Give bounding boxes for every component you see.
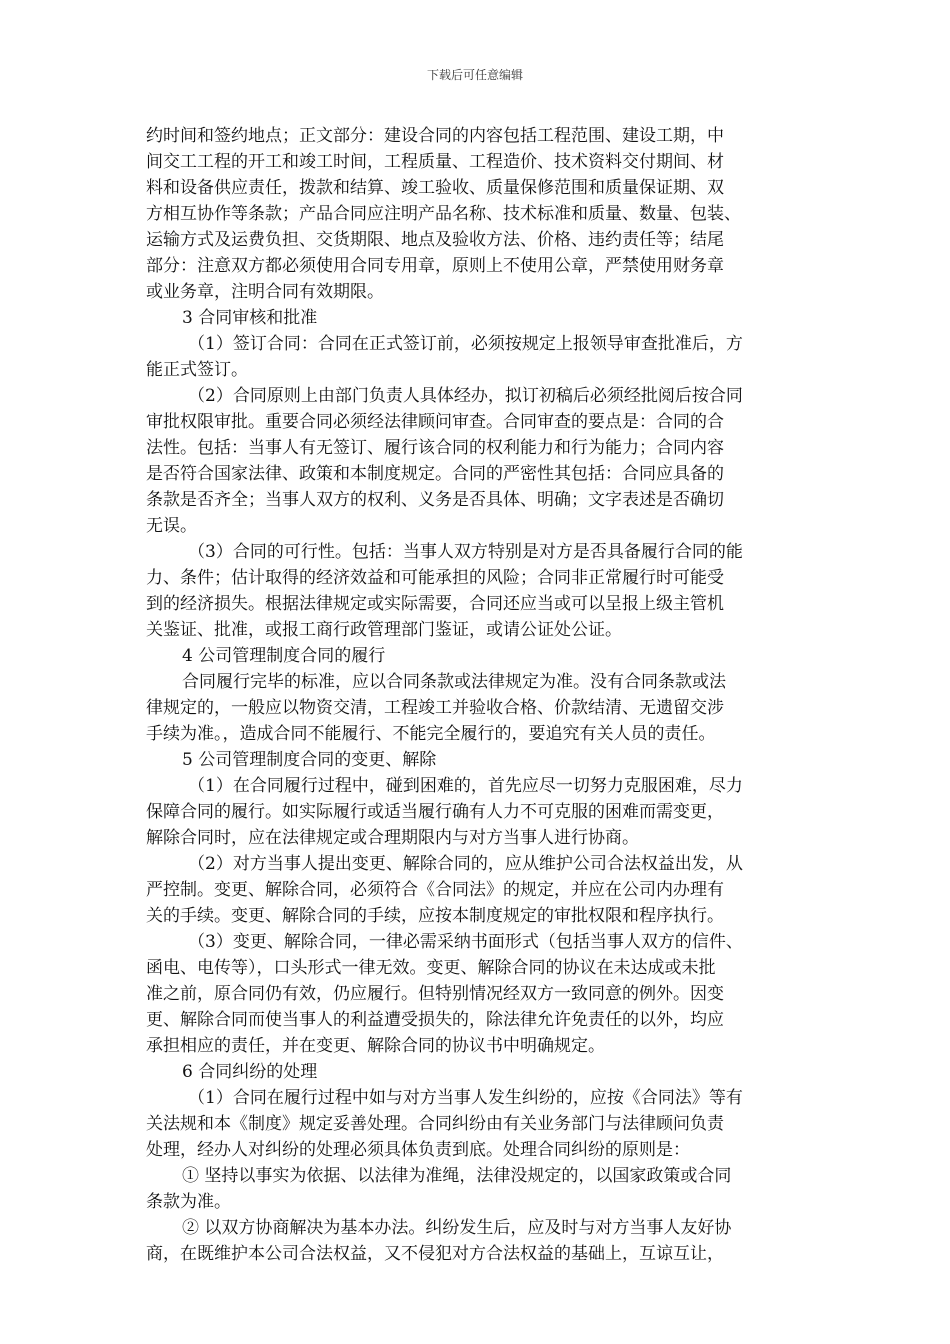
text-line: 料和设备供应责任，拨款和结算、竣工验收、质量保修范围和质量保证期、双 bbox=[146, 178, 724, 198]
text-line: 关的手续。变更、解除合同的手续，应按本制度规定的审批权限和程序执行。 bbox=[146, 906, 724, 926]
section-heading: 5 公司管理制度合同的变更、解除 bbox=[182, 750, 437, 770]
text-line: 关鉴证、批准，或报工商行政管理部门鉴证，或请公证处公证。 bbox=[146, 620, 622, 640]
text-line: 约时间和签约地点；正文部分：建设合同的内容包括工程范围、建设工期，中 bbox=[146, 126, 724, 146]
text-line: 手续为准。，造成合同不能履行、不能完全履行的，要追究有关人员的责任。 bbox=[146, 724, 716, 744]
text-line: ① 坚持以事实为依据、以法律为准绳，法律没规定的，以国家政策或合同 bbox=[182, 1166, 732, 1186]
text-line: 严控制。变更、解除合同，必须符合《合同法》的规定，并应在公司内办理有 bbox=[146, 880, 724, 900]
text-line: （2）合同原则上由部门负责人具体经办，拟订初稿后必须经批阅后按合同 bbox=[188, 386, 743, 406]
text-line: 方相互协作等条款；产品合同应注明产品名称、技术标准和质量、数量、包装、 bbox=[146, 204, 741, 224]
text-line: 部分：注意双方都必须使用合同专用章，原则上不使用公章，严禁使用财务章 bbox=[146, 256, 724, 276]
text-line: 律规定的，一般应以物资交清，工程竣工并验收合格、价款结清、无遗留交涉 bbox=[146, 698, 724, 718]
text-line: 或业务章，注明合同有效期限。 bbox=[146, 282, 384, 302]
text-line: （2）对方当事人提出变更、解除合同的，应从维护公司合法权益出发，从 bbox=[188, 854, 743, 874]
text-line: 审批权限审批。重要合同必须经法律顾问审查。合同审查的要点是：合同的合 bbox=[146, 412, 724, 432]
text-line: （1）合同在履行过程中如与对方当事人发生纠纷的，应按《合同法》等有 bbox=[188, 1088, 743, 1108]
text-line: 运输方式及运费负担、交货期限、地点及验收方法、价格、违约责任等；结尾 bbox=[146, 230, 724, 250]
text-line: 商，在既维护本公司合法权益，又不侵犯对方合法权益的基础上，互谅互让， bbox=[146, 1244, 724, 1264]
text-line: 关法规和本《制度》规定妥善处理。合同纠纷由有关业务部门与法律顾问负责 bbox=[146, 1114, 724, 1134]
text-line: 无误。 bbox=[146, 516, 197, 536]
text-line: 到的经济损失。根据法律规定或实际需要，合同还应当或可以呈报上级主管机 bbox=[146, 594, 724, 614]
text-line: 条款为准。 bbox=[146, 1192, 231, 1212]
text-line: （1）在合同履行过程中，碰到困难的，首先应尽一切努力克服困难，尽力 bbox=[188, 776, 743, 796]
text-line: 间交工工程的开工和竣工时间，工程质量、工程造价、技术资料交付期间、材 bbox=[146, 152, 724, 172]
text-line: 能正式签订。 bbox=[146, 360, 248, 380]
section-heading: 3 合同审核和批准 bbox=[182, 308, 318, 328]
text-line: （1）签订合同：合同在正式签订前，必须按规定上报领导审查批准后，方 bbox=[188, 334, 743, 354]
section-heading: 4 公司管理制度合同的履行 bbox=[182, 646, 386, 666]
text-line: 解除合同时，应在法律规定或合理期限内与对方当事人进行协商。 bbox=[146, 828, 639, 848]
text-line: 承担相应的责任，并在变更、解除合同的协议书中明确规定。 bbox=[146, 1036, 605, 1056]
text-line: 法性。包括：当事人有无签订、履行该合同的权利能力和行为能力；合同内容 bbox=[146, 438, 724, 458]
text-line: 保障合同的履行。如实际履行或适当履行确有人力不可克服的困难而需变更， bbox=[146, 802, 724, 822]
document-body bbox=[146, 123, 826, 1267]
text-line: （3）变更、解除合同，一律必需采纳书面形式（包括当事人双方的信件、 bbox=[188, 932, 743, 952]
text-line: 更、解除合同而使当事人的利益遭受损失的，除法律允许免责任的以外，均应 bbox=[146, 1010, 724, 1030]
text-line: 是否符合国家法律、政策和本制度规定。合同的严密性其包括：合同应具备的 bbox=[146, 464, 724, 484]
text-line: 准之前，原合同仍有效，仍应履行。但特别情况经双方一致同意的例外。因变 bbox=[146, 984, 724, 1004]
page-header: 下载后可任意编辑 bbox=[426, 68, 523, 82]
text-line: ② 以双方协商解决为基本办法。纠纷发生后，应及时与对方当事人友好协 bbox=[182, 1218, 732, 1238]
text-line: 函电、电传等），口头形式一律无效。变更、解除合同的协议在未达成或未批 bbox=[146, 958, 716, 978]
text-line: （3）合同的可行性。包括：当事人双方特别是对方是否具备履行合同的能 bbox=[188, 542, 743, 562]
text-line: 处理，经办人对纠纷的处理必须具体负责到底。处理合同纠纷的原则是： bbox=[146, 1140, 690, 1160]
text-line: 力、条件；估计取得的经济效益和可能承担的风险；合同非正常履行时可能受 bbox=[146, 568, 724, 588]
text-line: 条款是否齐全；当事人双方的权利、义务是否具体、明确；文字表述是否确切 bbox=[146, 490, 724, 510]
text-line: 合同履行完毕的标准，应以合同条款或法律规定为准。没有合同条款或法 bbox=[182, 672, 726, 692]
section-heading: 6 合同纠纷的处理 bbox=[182, 1062, 318, 1082]
